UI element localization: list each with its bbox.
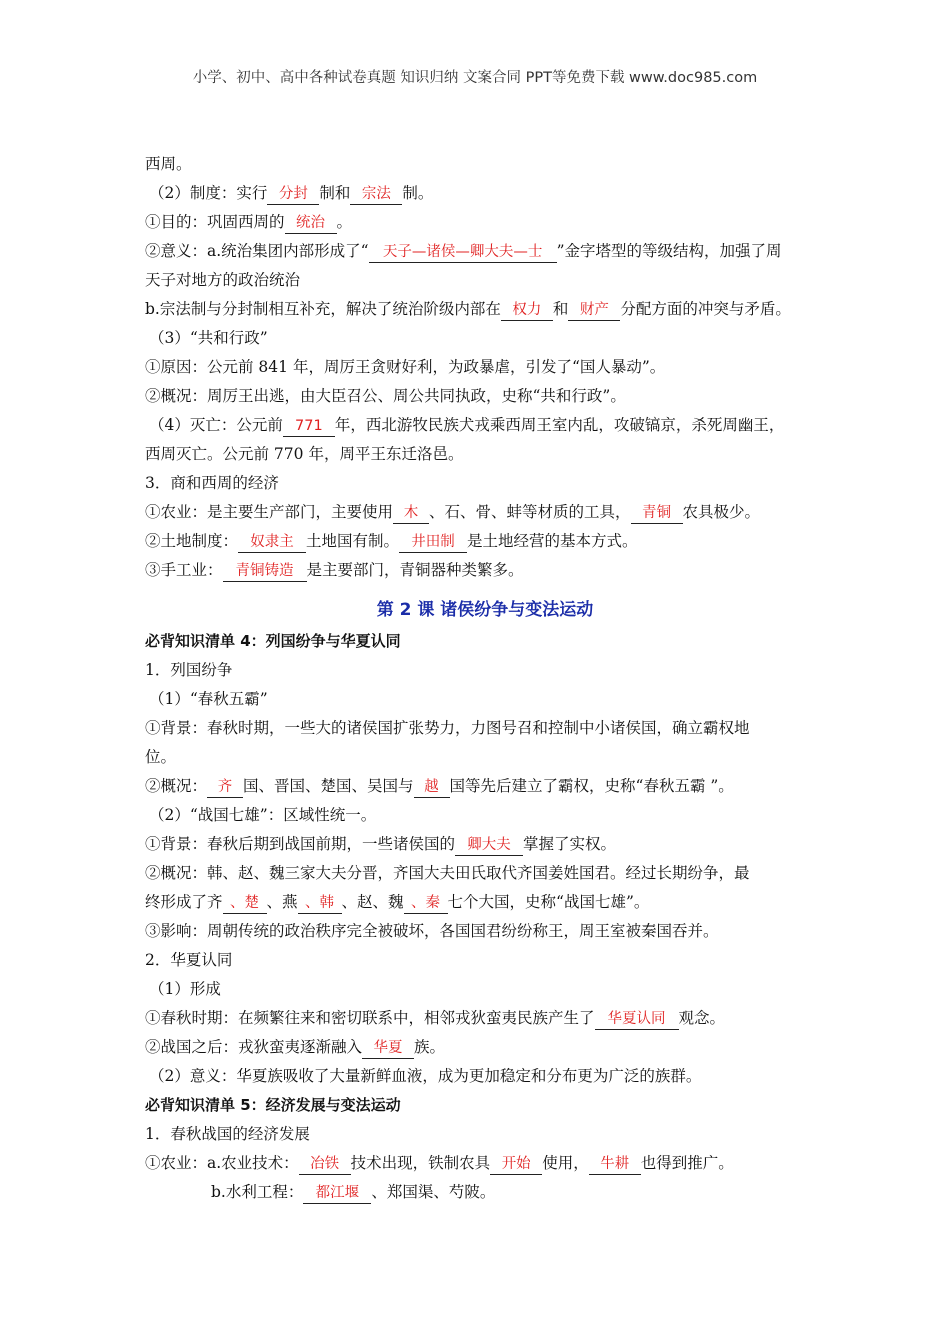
line-text: 2．华夏认同: [145, 951, 233, 969]
fill-answer: 木: [393, 504, 429, 524]
fill-answer: 都江堰: [303, 1184, 371, 1204]
line-text: 族。: [414, 1038, 446, 1056]
fill-answer: 冶铁: [299, 1155, 351, 1175]
line-text: ②概况：: [145, 777, 208, 795]
fill-answer: 青铜铸造: [223, 562, 307, 582]
lesson-title: 第 2 课 诸侯纷争与变法运动: [376, 600, 594, 620]
text-line: [145, 498, 825, 527]
line-text: 年，西北游牧民族犬戎乘西周王室内乱，攻破镐京，杀死周幽王，: [334, 416, 785, 434]
line-text: 使用，: [542, 1154, 589, 1172]
line-text: 国等先后建立了霸权，史称“春秋五霸 ”。: [449, 777, 734, 795]
line-text: 国、晋国、楚国、吴国与: [243, 777, 414, 795]
text-line: [145, 743, 825, 772]
line-text: 、赵、魏: [341, 893, 404, 911]
fill-answer: 、韩: [298, 894, 342, 914]
fill-answer: 宗法: [350, 185, 402, 205]
line-text: （4）灭亡：公元前: [149, 416, 283, 434]
text-line: [145, 295, 825, 324]
line-text: 3．商和西周的经济: [145, 474, 279, 492]
text-line: [145, 772, 825, 801]
line-text: （3）“共和行政”: [149, 329, 268, 347]
text-line: [145, 1149, 825, 1178]
fill-answer: 开始: [490, 1155, 542, 1175]
line-text: 制。: [402, 184, 434, 202]
text-line: [145, 917, 825, 946]
text-line: [145, 237, 825, 266]
fill-answer: 统治: [285, 214, 337, 234]
line-text: ①目的：巩固西周的: [145, 213, 285, 231]
text-line: [145, 888, 825, 917]
text-line: [145, 946, 825, 975]
line-text: b.宗法制与分封制相互补充，解决了统治阶级内部在: [145, 300, 501, 318]
text-line: [145, 179, 825, 208]
text-line: [145, 656, 825, 685]
text-line: [145, 975, 825, 1004]
line-text: ”金字塔型的等级结构，加强了周: [556, 242, 782, 260]
line-text: 和: [552, 300, 569, 318]
text-line: [145, 1062, 825, 1091]
line-text: 、燕: [266, 893, 298, 911]
section-heading: [145, 469, 825, 498]
text-line: [145, 266, 825, 295]
line-text: ②土地制度：: [145, 532, 239, 550]
fill-answer: 华夏认同: [595, 1010, 679, 1030]
fill-answer: 齐: [207, 778, 243, 798]
fill-answer: 天子—诸侯—卿大夫—士: [369, 243, 557, 263]
fill-answer: 、秦: [404, 894, 448, 914]
line-text: ①背景：春秋时期，一些大的诸侯国扩张势力，力图号召和控制中小诸侯国，确立霸权地: [145, 719, 750, 737]
text-line: [145, 411, 825, 440]
text-line: [145, 150, 825, 179]
line-text: 天子对地方的政治统治: [145, 271, 301, 289]
fill-answer: 青铜: [631, 504, 683, 524]
fill-answer: 权力: [501, 301, 553, 321]
text-line: [145, 556, 825, 585]
line-text: 技术出现，铁制农具: [350, 1154, 491, 1172]
line-text: （1）形成: [149, 980, 221, 998]
line-text: 土地国有制。: [306, 532, 400, 550]
line-text: 西周灭亡。公元前 770 年，周平王东迁洛邑。: [145, 445, 464, 463]
text-line: [145, 1120, 825, 1149]
line-text: ①农业：是主要生产部门，主要使用: [145, 503, 394, 521]
fill-answer: 卿大夫: [455, 836, 523, 856]
line-text: 分配方面的冲突与矛盾。: [620, 300, 791, 318]
line-text: 是土地经营的基本方式。: [467, 532, 638, 550]
text-line: [145, 801, 825, 830]
line-text: ②战国之后：戎狄蛮夷逐渐融入: [145, 1038, 363, 1056]
text-line: [145, 859, 825, 888]
line-text: 西周。: [145, 155, 192, 173]
text-line: [145, 714, 825, 743]
section-title: 必背知识清单 5：经济发展与变法运动: [145, 1096, 401, 1114]
page-header: 小学、初中、高中各种试卷真题 知识归纳 文案合同 PPT等免费下载 www.doc985.com: [192, 70, 758, 86]
text-line: [145, 208, 825, 237]
text-line: [145, 382, 825, 411]
fill-answer: 牛耕: [589, 1155, 641, 1175]
text-line: [145, 830, 825, 859]
text-line: [145, 1004, 825, 1033]
line-text: 制和: [319, 184, 351, 202]
line-text: 1．列国纷争: [145, 661, 233, 679]
text-line: [145, 440, 825, 469]
line-text: 是主要部门，青铜器种类繁多。: [306, 561, 524, 579]
line-text: 掌握了实权。: [523, 835, 617, 853]
fill-answer: 、楚: [223, 894, 267, 914]
line-text: ①背景：春秋后期到战国前期，一些诸侯国的: [145, 835, 456, 853]
line-text: （1）“春秋五霸”: [149, 690, 268, 708]
line-text: （2）制度：实行: [149, 184, 268, 202]
line-text: 终形成了齐: [145, 893, 223, 911]
line-text: 也得到推广。: [640, 1154, 734, 1172]
line-text: ②概况：周厉王出逃，由大臣召公、周公共同执政，史称“共和行政”。: [145, 387, 626, 405]
line-text: ②意义：a.统治集团内部形成了“: [145, 242, 369, 260]
line-text: ③手工业：: [145, 561, 223, 579]
line-text: 七个大国，史称“战国七雄”。: [447, 893, 650, 911]
text-line: [145, 1178, 825, 1207]
text-line: [145, 1033, 825, 1062]
fill-answer: 财产: [568, 301, 620, 321]
line-text: ①原因：公元前 841 年，周厉王贪财好利，为政暴虐，引发了“国人暴动”。: [145, 358, 666, 376]
line-text: 、郑国渠、芍陂。: [371, 1183, 496, 1201]
fill-answer: 奴隶主: [238, 533, 306, 553]
text-line: [145, 353, 825, 382]
line-text: ②概况：韩、赵、魏三家大夫分晋，齐国大夫田氏取代齐国姜姓国君。经过长期纷争，最: [145, 864, 750, 882]
fill-answer: 771: [283, 417, 335, 437]
line-text: 。: [336, 213, 353, 231]
fill-answer: 井田制: [399, 533, 467, 553]
text-line: [145, 324, 825, 353]
line-text: （2）意义：华夏族吸收了大量新鲜血液，成为更加稳定和分布更为广泛的族群。: [149, 1067, 702, 1085]
document-body: [145, 150, 825, 1207]
line-text: b.水利工程：: [211, 1183, 304, 1201]
line-text: （2）“战国七雄”：区域性统一。: [149, 806, 377, 824]
line-text: ①春秋时期：在频繁往来和密切联系中，相邻戎狄蛮夷民族产生了: [145, 1009, 595, 1027]
line-text: ①农业：a.农业技术：: [145, 1154, 299, 1172]
section-title: 必背知识清单 4：列国纷争与华夏认同: [145, 632, 401, 650]
fill-answer: 分封: [267, 185, 319, 205]
line-text: 、石、骨、蚌等材质的工具，: [429, 503, 631, 521]
fill-answer: 越: [414, 778, 450, 798]
line-text: 1．春秋战国的经济发展: [145, 1125, 310, 1143]
fill-answer: 华夏: [362, 1039, 414, 1059]
text-line: [145, 527, 825, 556]
line-text: 农具极少。: [682, 503, 761, 521]
line-text: 位。: [145, 748, 177, 766]
line-text: 观念。: [678, 1009, 726, 1027]
text-line: [145, 685, 825, 714]
line-text: ③影响：周朝传统的政治秩序完全被破坏，各国国君纷纷称王，周王室被秦国吞并。: [145, 922, 719, 940]
